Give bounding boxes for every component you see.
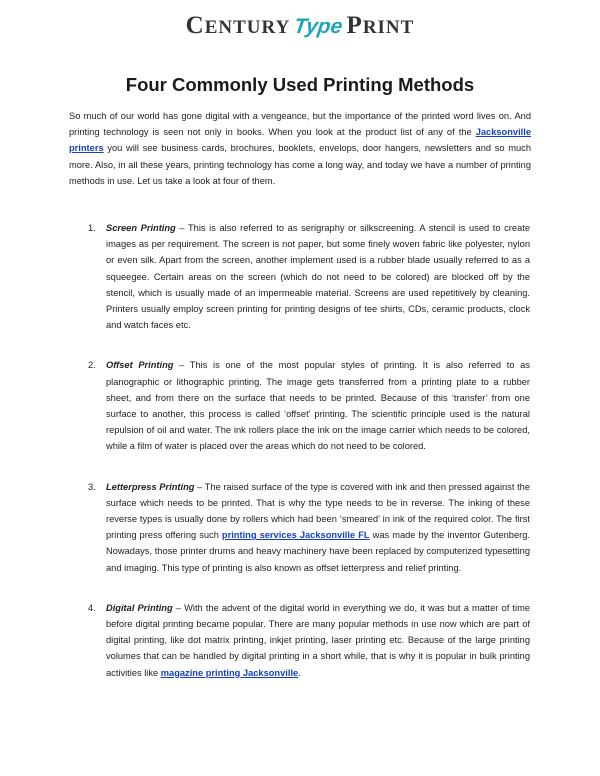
logo-p: P bbox=[346, 12, 363, 39]
item-text: – This is also referred to as serigraphy or silkscreening. A stencil is used to create images as per requirement. The screen is not paper, but some finely woven fabric like polyester, nylon or even silk. Apart from the screen, another implement used is a rubber blade usually referred to as a squeegee. Certain areas on the screen (which do not need to be colored) are blocked off by the stencil, which is usually made of an impermeable material. Screens are used repetitively by cleaning. Printers usually employ screen printing for printing designs of tee shirts, CDs, ceramic products, clock and watch faces etc. bbox=[106, 223, 530, 331]
item-text: – With the advent of the digital world in everything we do, it was but a matter of time before digital printing became popular. There are many popular methods in use now which are part of digital printing, like dot matrix printing, inkjet printing, laser printing etc. Because of the large printing volumes that can be handled by digital printing in a short while, that is why it is popular in bulk printing activities like bbox=[106, 602, 530, 678]
intro-text-1: So much of our world has gone digital with a vengeance, but the importance of the printed word lives on. And printing technology is seen not only in books. When you look at the product list of any of the bbox=[69, 111, 531, 138]
item-number: 3. bbox=[88, 481, 96, 492]
item-text: was made by the inventor Gutenberg. Nowadays, those printer drums and heavy machinery have been replaced by computerized typesetting and imaging. This type of printing is also known as offset letterpress and relief printing. bbox=[106, 530, 530, 573]
item-term: Screen Printing bbox=[106, 223, 176, 233]
item-term: Digital Printing bbox=[106, 602, 173, 613]
logo-type: Type bbox=[292, 15, 345, 38]
item-number: 2. bbox=[88, 360, 96, 371]
item-text: – This is one of the most popular styles of printing. It is also referred to as planographic or lithographic printing. The image gets transferred from a printing plate to a rubber sheet, and from there on the surface that needs to be printed. Because of this ‘transfer’ from one surface to another, this process is called ‘offset’ printing. The scientific principle used is the natural repulsion of oil and water. The ink rollers place the ink on the image carrier which needs to be colored, while a film of water is placed over the areas which do not need to be colored. bbox=[106, 360, 530, 452]
century-type-print-logo bbox=[0, 12, 600, 40]
intro-paragraph bbox=[69, 108, 531, 189]
item-term: Letterpress Printing bbox=[106, 481, 195, 492]
printing-methods-list bbox=[80, 220, 530, 705]
logo-c: C bbox=[185, 12, 205, 39]
intro-text-2: you will see business cards, brochures, booklets, envelops, door hangers, newsletters and so much more. Also, in all these years, printing technology has come a long way, and today we have a number of printing methods in use. Let us take a look at four of them. bbox=[69, 143, 531, 186]
list-item bbox=[80, 220, 530, 333]
page-title: Four Commonly Used Printing Methods bbox=[125, 74, 475, 95]
magazine-printing-link[interactable]: magazine printing Jacksonville bbox=[160, 667, 299, 678]
item-number: 1. bbox=[88, 223, 96, 233]
item-text: – The raised surface of the type is covered with ink and then pressed against the surface which needs to be printed. That is why the type needs to be in reverse. The inking of these reverse types is usually done by rollers which had been ‘smeared’ in ink of the required color. The first printing press offering such bbox=[106, 481, 531, 541]
list-item bbox=[80, 479, 530, 576]
jacksonville-printers-link[interactable]: Jacksonville printers bbox=[69, 127, 531, 154]
list-item bbox=[80, 600, 530, 681]
list-item bbox=[80, 357, 530, 454]
item-text: . bbox=[298, 667, 301, 678]
printing-services-link[interactable]: printing services Jacksonville FL bbox=[221, 530, 370, 541]
logo-entury: ENTURY bbox=[204, 17, 291, 38]
logo-rint: RINT bbox=[362, 17, 415, 38]
item-term: Offset Printing bbox=[106, 360, 174, 371]
item-number: 4. bbox=[88, 602, 96, 613]
